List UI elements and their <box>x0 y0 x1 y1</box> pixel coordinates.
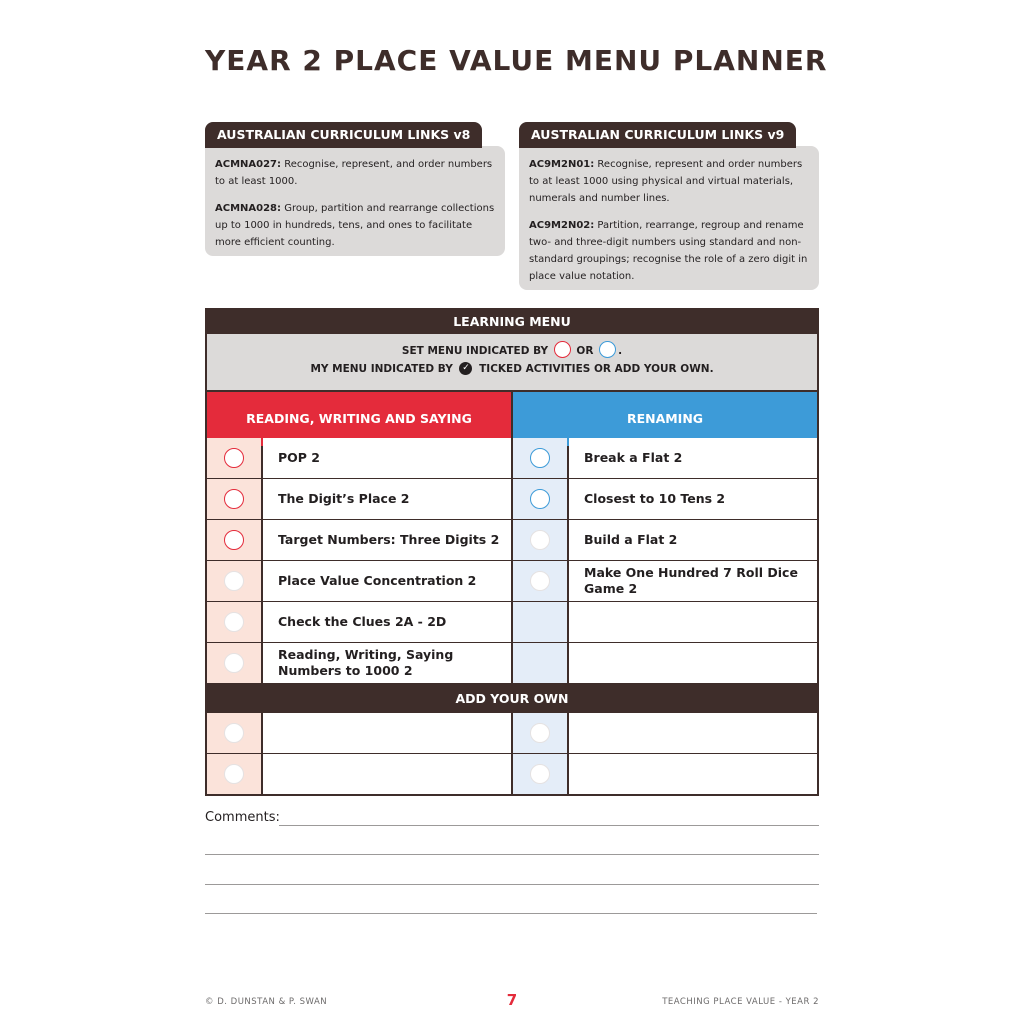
activity-label: Place Value Concentration 2 <box>263 561 511 601</box>
renaming-activity-row <box>513 602 817 642</box>
empty-circle-checkbox[interactable] <box>224 723 244 743</box>
activity-label: Reading, Writing, Saying Numbers to 1000 2 <box>263 643 511 683</box>
activity-label: The Digit’s Place 2 <box>263 479 511 519</box>
set-menu-circle-icon[interactable] <box>224 530 244 550</box>
activity-label: Target Numbers: Three Digits 2 <box>263 520 511 560</box>
reading-activity-row <box>207 479 511 519</box>
checkbox-cell <box>513 754 567 794</box>
checkbox-cell <box>207 602 261 642</box>
curriculum-v8-body <box>205 146 505 256</box>
activity-label: Closest to 10 Tens 2 <box>569 479 817 519</box>
learning-menu-table <box>205 308 819 796</box>
column-header-renaming: RENAMING <box>513 392 817 446</box>
checkbox-cell <box>207 643 261 683</box>
reading-activity-row <box>207 561 511 601</box>
reading-activity-row <box>207 643 511 683</box>
checkbox-cell <box>207 438 261 478</box>
checkbox-cell <box>513 713 567 753</box>
add-own-activity-field[interactable] <box>569 713 817 753</box>
checkbox-cell <box>207 754 261 794</box>
curriculum-v8-item: ACMNA027: Recognise, represent, and order numbers to at least 1000. <box>215 159 493 187</box>
learning-menu-heading: LEARNING MENU <box>453 314 571 329</box>
footer-book-title: TEACHING PLACE VALUE - YEAR 2 <box>662 997 819 1007</box>
empty-circle-checkbox[interactable] <box>224 612 244 632</box>
reading-activity-row <box>207 520 511 560</box>
empty-circle-checkbox[interactable] <box>224 764 244 784</box>
reading-activity-row <box>207 602 511 642</box>
footer-copyright: © D. DUNSTAN & P. SWAN <box>205 997 328 1007</box>
check-circle-icon: ✓ <box>459 362 472 375</box>
activity-label: Break a Flat 2 <box>569 438 817 478</box>
comments-label: Comments: <box>205 810 280 825</box>
renaming-add-own-row <box>513 754 817 794</box>
add-own-activity-field[interactable] <box>263 713 511 753</box>
legend-set-menu: SET MENU INDICATED BY OR . <box>207 342 817 360</box>
page-number: 7 <box>506 991 518 1009</box>
menu-legend <box>207 334 817 390</box>
checkbox-cell <box>513 479 567 519</box>
curriculum-links-v8 <box>205 122 505 258</box>
reading-activity-row <box>207 438 511 478</box>
column-header-reading: READING, WRITING AND SAYING <box>207 392 511 446</box>
checkbox-cell <box>513 561 567 601</box>
empty-circle-checkbox[interactable] <box>530 571 550 591</box>
empty-circle-checkbox[interactable] <box>224 571 244 591</box>
activity-label: Make One Hundred 7 Roll Dice Game 2 <box>569 561 817 601</box>
renaming-add-own-row <box>513 713 817 753</box>
checkbox-cell <box>207 520 261 560</box>
checkbox-cell <box>513 520 567 560</box>
reading-add-own-row <box>207 754 511 794</box>
checkbox-cell <box>207 713 261 753</box>
comment-line[interactable] <box>205 884 819 885</box>
set-menu-circle-icon[interactable] <box>224 448 244 468</box>
renaming-activity-row <box>513 438 817 478</box>
add-own-activity-field[interactable] <box>569 754 817 794</box>
checkbox-cell <box>207 561 261 601</box>
red-circle-icon <box>554 341 571 358</box>
checkbox-cell <box>207 479 261 519</box>
blue-circle-icon <box>599 341 616 358</box>
curriculum-v8-heading: AUSTRALIAN CURRICULUM LINKS v8 <box>205 122 482 148</box>
page-title: YEAR 2 PLACE VALUE MENU PLANNER <box>205 44 828 77</box>
comment-line[interactable] <box>279 825 819 826</box>
activity-label <box>569 643 817 683</box>
comment-line[interactable] <box>205 913 817 914</box>
comment-line[interactable] <box>205 854 819 855</box>
reading-add-own-row <box>207 713 511 753</box>
curriculum-v9-heading: AUSTRALIAN CURRICULUM LINKS v9 <box>519 122 796 148</box>
curriculum-v9-item: AC9M2N01: Recognise, represent and order numbers to at least 1000 using physical and virtual materials, numerals and number lines. <box>529 159 803 204</box>
empty-circle-checkbox[interactable] <box>530 530 550 550</box>
renaming-activity-row <box>513 643 817 683</box>
activity-label: Build a Flat 2 <box>569 520 817 560</box>
checkbox-cell <box>513 643 567 683</box>
set-menu-circle-icon[interactable] <box>530 489 550 509</box>
activity-label: POP 2 <box>263 438 511 478</box>
curriculum-links-v9 <box>519 122 819 292</box>
checkbox-cell <box>513 438 567 478</box>
curriculum-v9-body <box>519 146 819 290</box>
set-menu-circle-icon[interactable] <box>530 448 550 468</box>
set-menu-circle-icon[interactable] <box>224 489 244 509</box>
empty-circle-checkbox[interactable] <box>224 653 244 673</box>
checkbox-cell <box>513 602 567 642</box>
renaming-activity-row <box>513 479 817 519</box>
renaming-activity-row <box>513 520 817 560</box>
activity-label: Check the Clues 2A - 2D <box>263 602 511 642</box>
legend-my-menu: MY MENU INDICATED BY ✓ TICKED ACTIVITIES OR ADD YOUR OWN. <box>310 362 714 375</box>
add-your-own-heading: ADD YOUR OWN <box>455 691 569 706</box>
curriculum-v8-item: ACMNA028: Group, partition and rearrange collections up to 1000 in hundreds, tens, and ones to facilitate more efficient counting. <box>215 203 495 248</box>
curriculum-v9-item: AC9M2N02: Partition, rearrange, regroup and rename two- and three-digit numbers using standard and non-standard groupings; recognise the role of a zero digit in place value notation. <box>529 220 808 282</box>
empty-circle-checkbox[interactable] <box>530 764 550 784</box>
add-own-activity-field[interactable] <box>263 754 511 794</box>
activity-label <box>569 602 817 642</box>
renaming-activity-row <box>513 561 817 601</box>
empty-circle-checkbox[interactable] <box>530 723 550 743</box>
